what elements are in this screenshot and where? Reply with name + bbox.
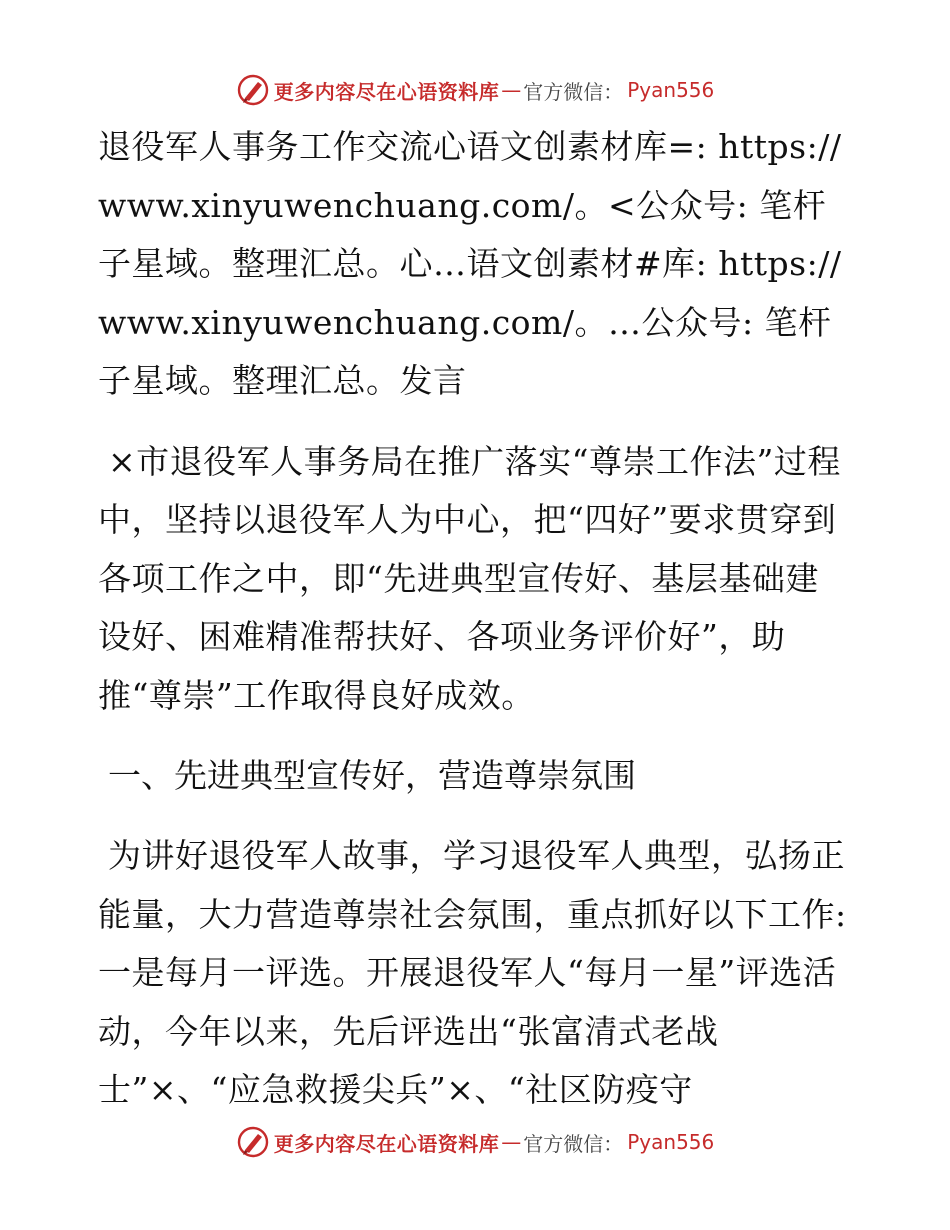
paragraph-1: ×市退役军人事务局在推广落实“尊崇工作法”过程中，坚持以退役军人为中心，把“四好”要求贯穿到各项工作之中，即“先进典型宣传好、基层基础建设好、困难精准帮扶好、各项业务评价好”，助推“尊崇”工作取得良好成效。 xyxy=(98,441,841,715)
paragraph-2: 为讲好退役军人故事，学习退役军人典型，弘扬正能量，大力营造尊崇社会氛围，重点抓好以下工作: 一是每月一评选。开展退役军人“每月一星”评选活动，今年以来，先后评选出“张富清式老战士”×、“应急救援尖兵”×、“社区防疫守 xyxy=(98,836,847,1109)
header-watermark-banner xyxy=(0,70,950,110)
pen-logo-icon xyxy=(236,1125,270,1159)
section-heading-1: 一、先进典型宣传好，营造尊崇氛围 xyxy=(108,756,636,795)
intro-paragraph: 退役军人事务工作交流心语文创素材库=: https://www.xinyuwenchuang.com/。<公众号: 笔杆子星域。整理汇总。心…语文创素材#库: https://www.xinyuwenchuang.com/。…公众号: 笔杆子星域。整理汇总。发言 xyxy=(98,127,842,400)
banner-brand-text: 更多内容尽在心语资料库 xyxy=(273,79,500,104)
banner-wechat-id: Pyan556 xyxy=(627,1130,715,1154)
pen-logo-icon xyxy=(236,73,270,107)
footer-watermark-banner xyxy=(0,1122,950,1162)
banner-dash: — xyxy=(501,1130,522,1154)
document-body xyxy=(98,118,850,1142)
banner-official-label: 官方微信： xyxy=(523,1131,624,1156)
banner-wechat-id: Pyan556 xyxy=(627,78,715,102)
banner-brand-text: 更多内容尽在心语资料库 xyxy=(273,1131,500,1156)
banner-official-label: 官方微信： xyxy=(523,79,624,104)
banner-dash: — xyxy=(501,78,522,102)
